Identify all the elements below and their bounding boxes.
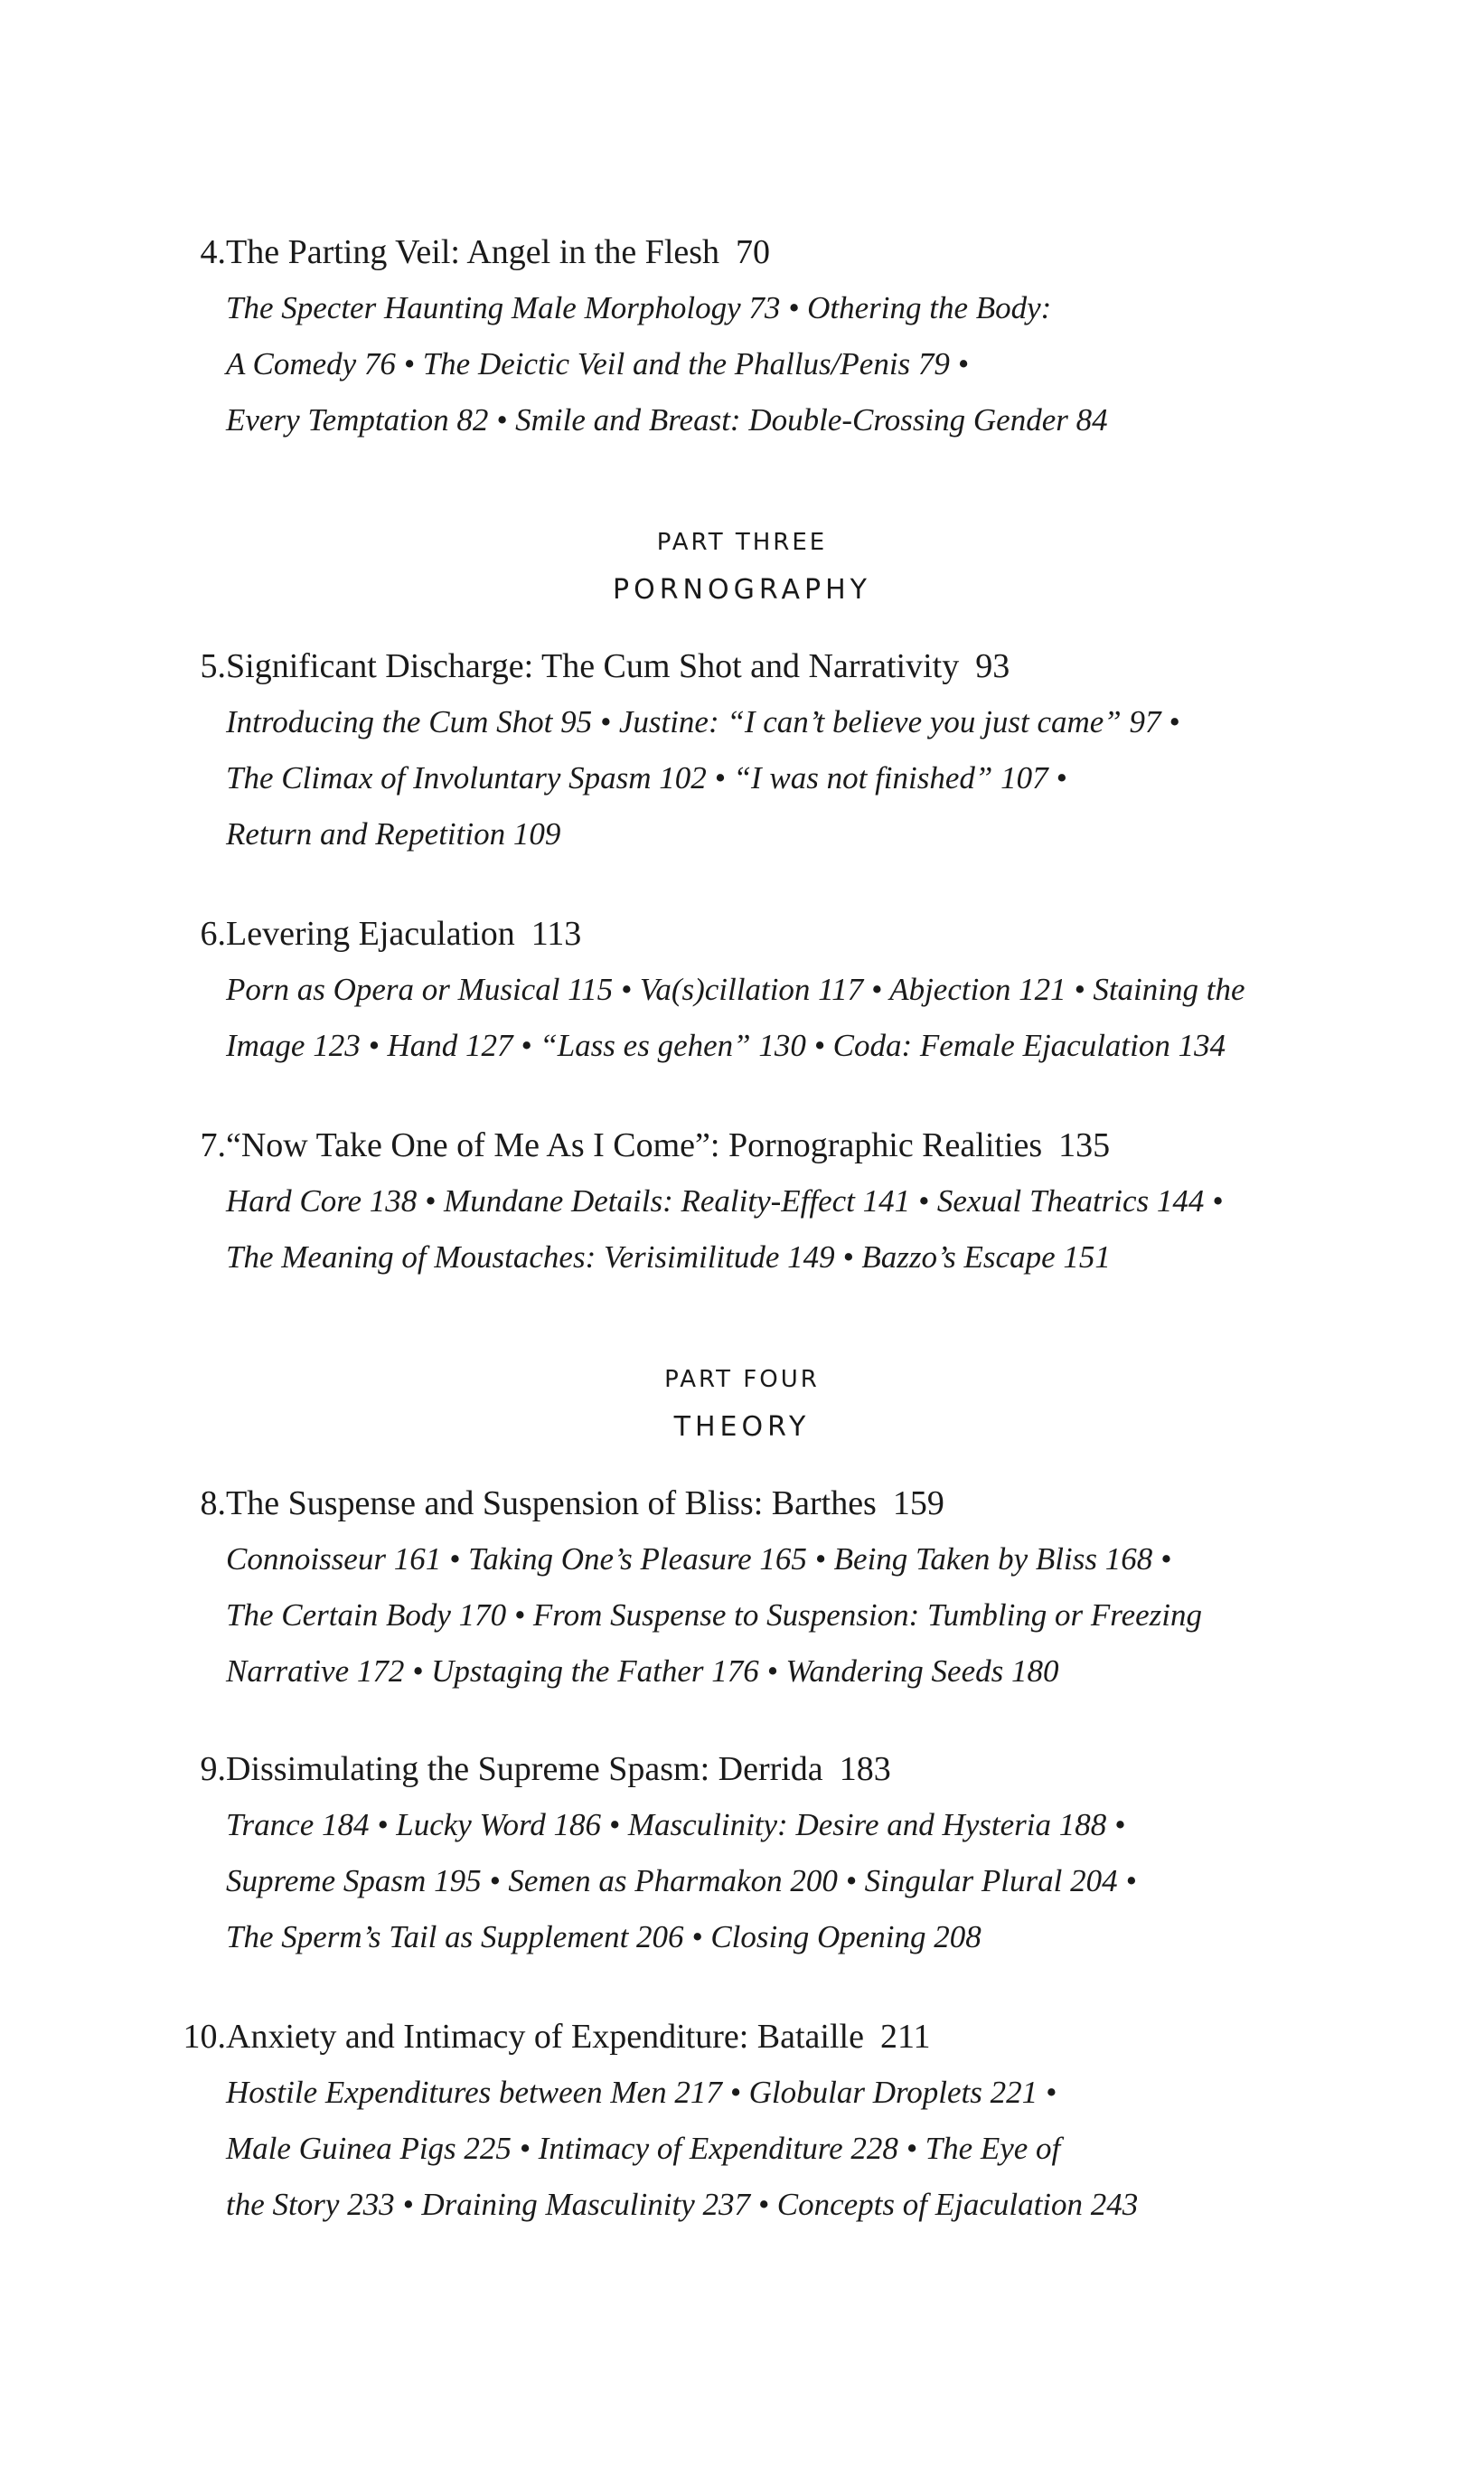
chapter-title: “Now Take One of Me As I Come”: Pornographic Realities [226, 1126, 1043, 1164]
section-line: Porn as Opera or Musical 115 • Va(s)cillation 117 • Abjection 121 • Staining the [226, 972, 1245, 1007]
section-line: The Certain Body 170 • From Suspense to Suspension: Tumbling or Freezing [226, 1597, 1203, 1633]
chapter-10-sections [172, 2065, 1347, 2233]
chapter-4-heading [172, 224, 1347, 280]
part-title: PORNOGRAPHY [613, 574, 871, 606]
chapter-5-entry [172, 638, 1347, 862]
chapter-number: 10. [183, 2018, 226, 2056]
chapter-5-heading [172, 638, 1347, 694]
chapter-page-number: 211 [879, 2018, 931, 2056]
chapter-7-entry [172, 1117, 1347, 1285]
chapter-page-number: 113 [531, 915, 582, 953]
chapter-page-number: 183 [839, 1750, 891, 1788]
chapter-number: 4. [200, 233, 226, 271]
chapter-title: The Parting Veil: Angel in the Flesh [226, 233, 720, 271]
chapter-title: The Suspense and Suspension of Bliss: Barthes [226, 1484, 877, 1522]
chapter-page-number: 135 [1058, 1126, 1111, 1164]
chapter-8-heading [172, 1475, 1347, 1531]
chapter-page-number: 159 [892, 1484, 944, 1522]
chapter-number: 7. [200, 1126, 226, 1164]
section-line: Introducing the Cum Shot 95 • Justine: “I can’t believe you just came” 97 • [226, 704, 1180, 739]
part-label: PART THREE [656, 529, 828, 556]
chapter-number: 8. [200, 1484, 226, 1522]
chapter-10-entry [172, 2009, 1347, 2233]
chapter-9-sections [172, 1797, 1347, 1965]
part-three-heading [0, 524, 1484, 613]
part-four-heading [0, 1361, 1484, 1450]
section-line: Narrative 172 • Upstaging the Father 176 • Wandering Seeds 180 [226, 1653, 1059, 1689]
chapter-7-sections [172, 1173, 1347, 1285]
chapter-title: Levering Ejaculation [226, 915, 515, 953]
chapter-title: Anxiety and Intimacy of Expenditure: Bataille [226, 2018, 864, 2056]
chapter-6-heading [172, 906, 1347, 962]
section-line: The Sperm’s Tail as Supplement 206 • Closing Opening 208 [226, 1919, 982, 1954]
section-line: the Story 233 • Draining Masculinity 237 • Concepts of Ejaculation 243 [226, 2187, 1139, 2222]
chapter-page-number: 70 [736, 233, 771, 271]
chapter-number: 6. [200, 915, 226, 953]
chapter-title: Significant Discharge: The Cum Shot and Narrativity [226, 647, 960, 685]
section-line: Every Temptation 82 • Smile and Breast: Double-Crossing Gender 84 [226, 402, 1108, 438]
chapter-7-heading [172, 1117, 1347, 1173]
section-line: Hostile Expenditures between Men 217 • Globular Droplets 221 • [226, 2075, 1057, 2110]
section-line: Trance 184 • Lucky Word 186 • Masculinity: Desire and Hysteria 188 • [226, 1807, 1126, 1842]
chapter-number: 5. [200, 647, 226, 685]
chapter-9-entry [172, 1741, 1347, 1965]
section-line: Image 123 • Hand 127 • “Lass es gehen” 130 • Coda: Female Ejaculation 134 [226, 1028, 1226, 1063]
chapter-6-sections [172, 962, 1347, 1074]
part-label: PART FOUR [664, 1366, 820, 1393]
section-line: Male Guinea Pigs 225 • Intimacy of Expenditure 228 • The Eye of [226, 2131, 1061, 2166]
chapter-4-sections [172, 280, 1347, 448]
section-line: The Climax of Involuntary Spasm 102 • “I was not finished” 107 • [226, 760, 1067, 796]
chapter-5-sections [172, 694, 1347, 862]
section-line: Return and Repetition 109 [226, 816, 561, 852]
chapter-4-entry [172, 224, 1347, 448]
chapter-8-entry [172, 1475, 1347, 1700]
section-line: Supreme Spasm 195 • Semen as Pharmakon 200 • Singular Plural 204 • [226, 1863, 1137, 1898]
section-line: Connoisseur 161 • Taking One’s Pleasure 165 • Being Taken by Bliss 168 • [226, 1541, 1172, 1577]
section-line: A Comedy 76 • The Deictic Veil and the Phallus/Penis 79 • [226, 346, 969, 381]
section-line: The Meaning of Moustaches: Verisimilitude 149 • Bazzo’s Escape 151 [226, 1239, 1111, 1275]
chapter-10-heading [172, 2009, 1347, 2065]
chapter-number: 9. [200, 1750, 226, 1788]
chapter-9-heading [172, 1741, 1347, 1797]
chapter-6-entry [172, 906, 1347, 1074]
chapter-8-sections [172, 1531, 1347, 1700]
section-line: Hard Core 138 • Mundane Details: Reality-Effect 141 • Sexual Theatrics 144 • [226, 1183, 1224, 1219]
chapter-title: Dissimulating the Supreme Spasm: Derrida [226, 1750, 823, 1788]
chapter-page-number: 93 [975, 647, 1010, 685]
part-title: THEORY [673, 1411, 811, 1443]
section-line: The Specter Haunting Male Morphology 73 • Othering the Body: [226, 290, 1052, 325]
